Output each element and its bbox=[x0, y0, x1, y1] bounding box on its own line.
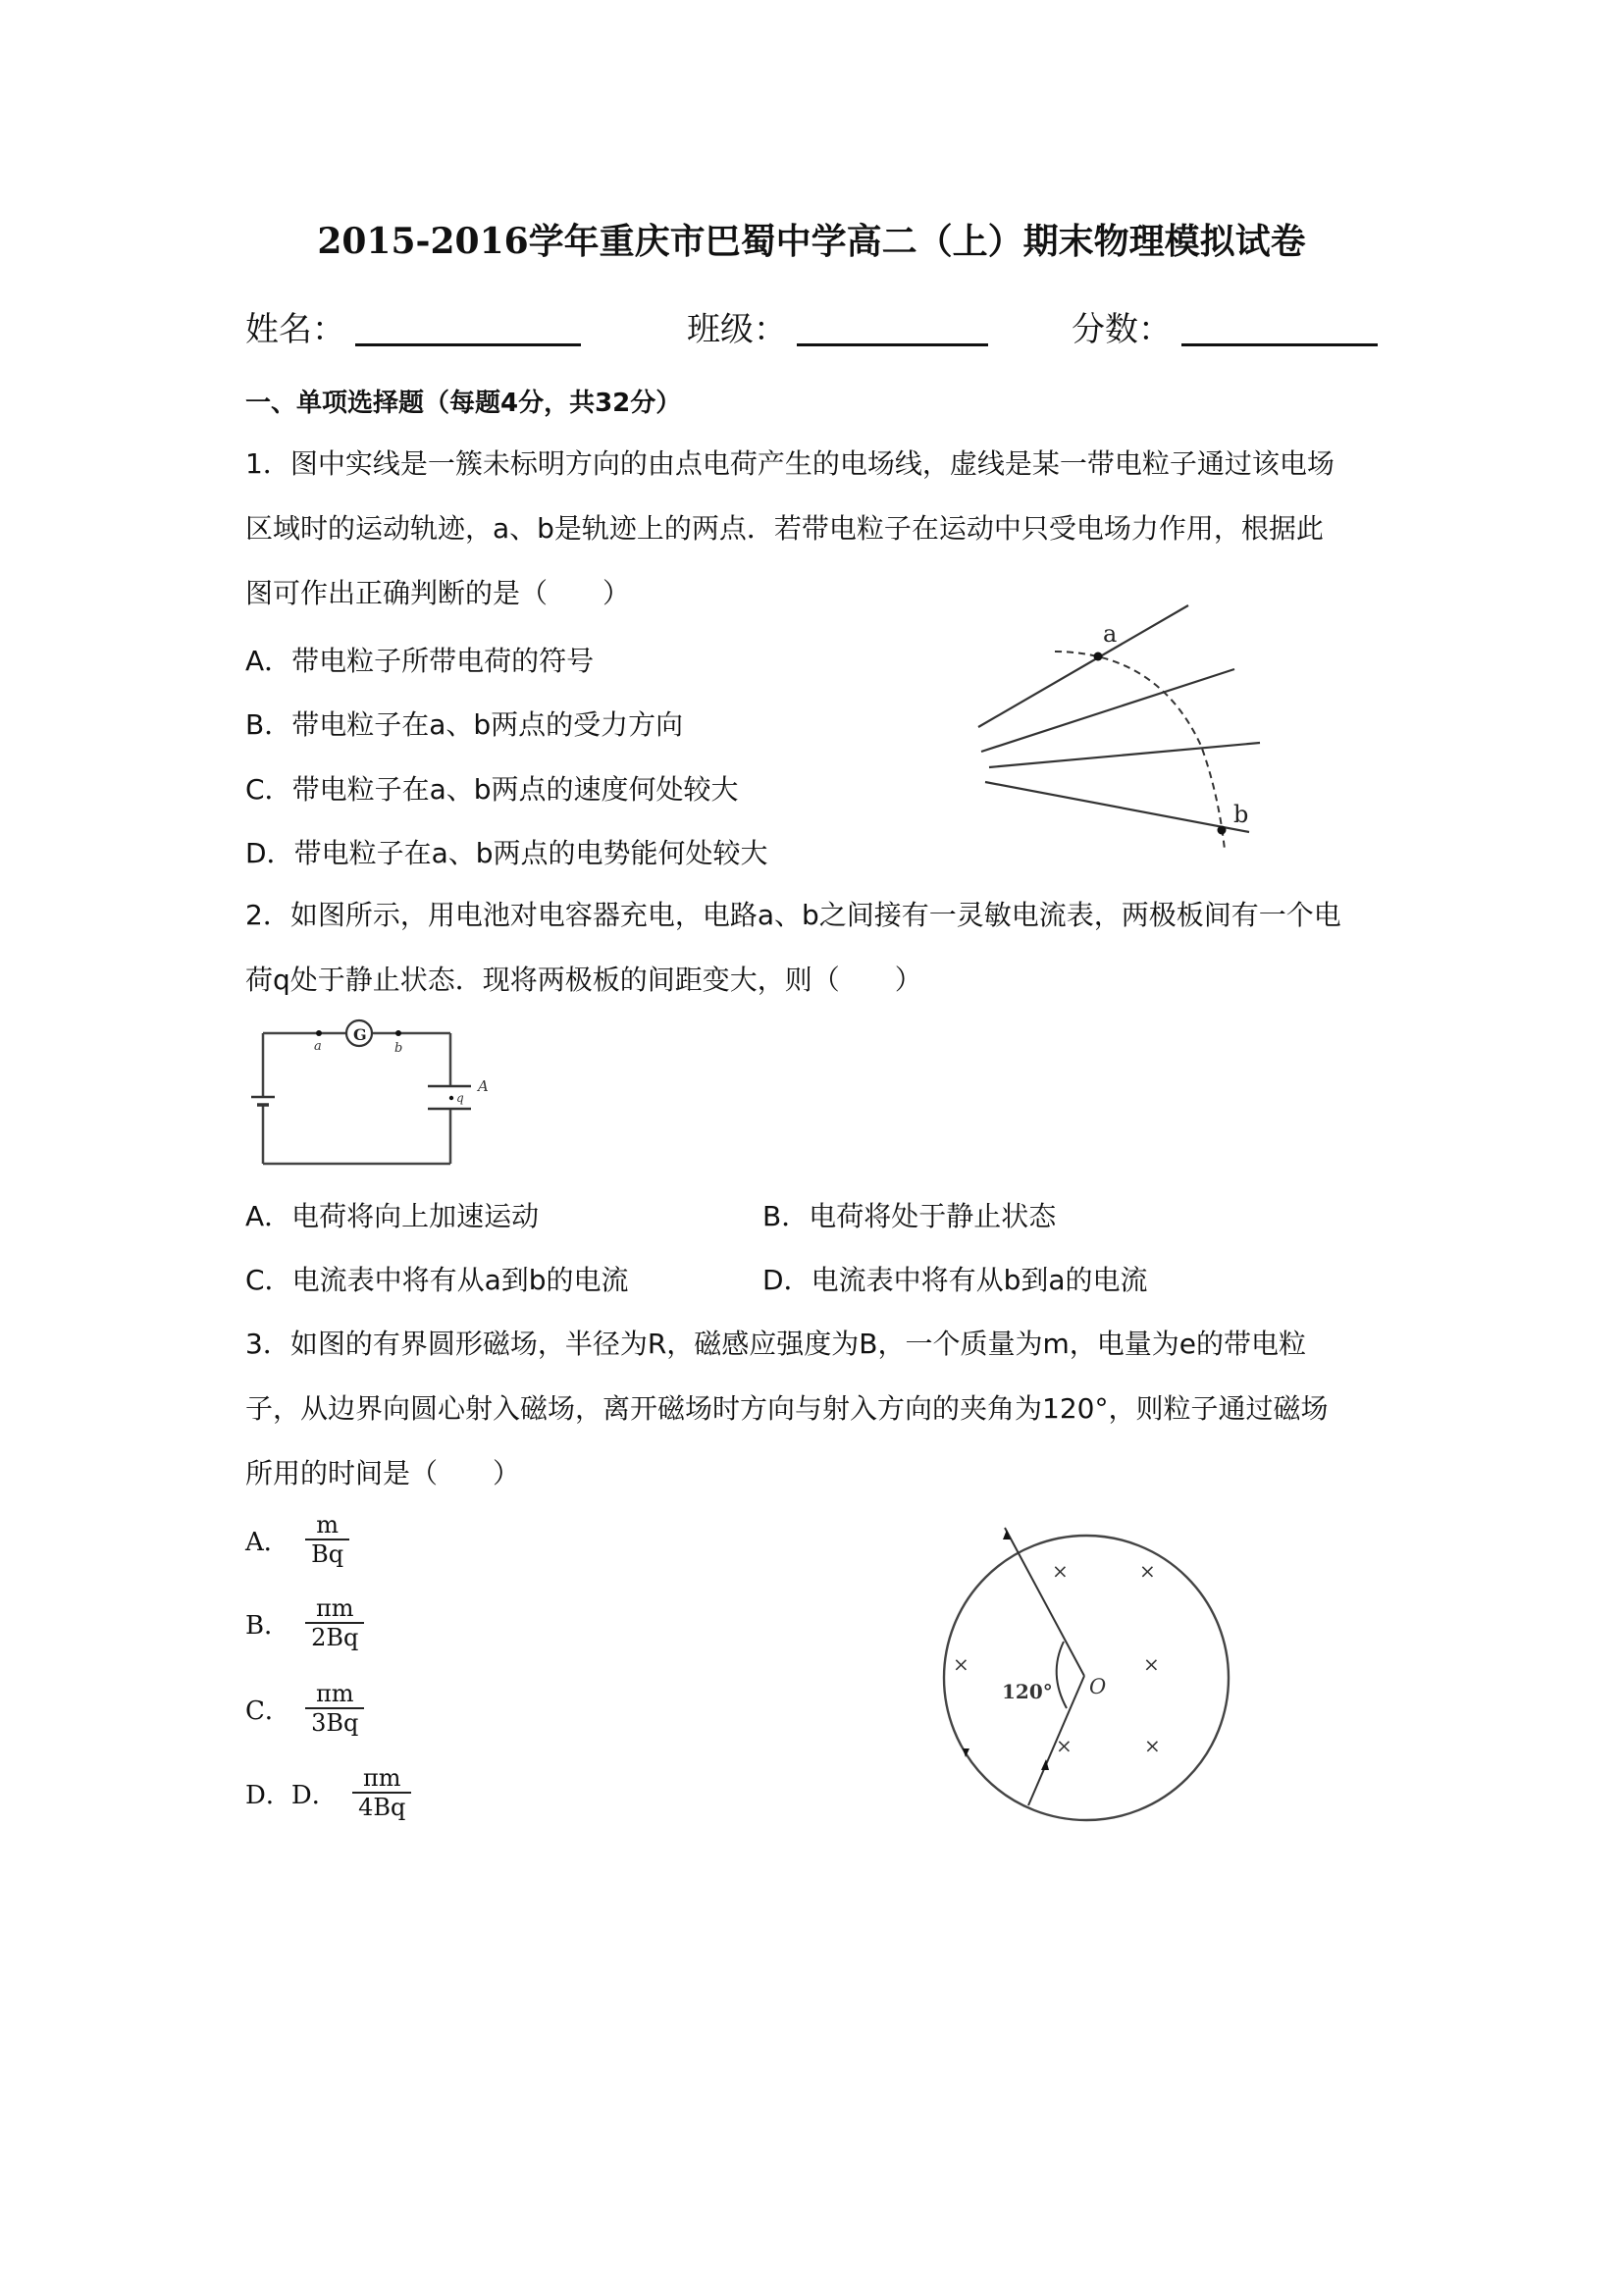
q2-option-a[interactable]: A．电荷将向上加速运动 bbox=[245, 1200, 540, 1232]
point-b-label: b bbox=[1233, 801, 1249, 828]
class-label: 班级： bbox=[687, 310, 787, 349]
question-1-line: 1．图中实线是一簇未标明方向的由点电荷产生的电场线，虚线是某一带电粒子通过该电场 bbox=[245, 447, 1335, 480]
exit-path bbox=[1005, 1528, 1084, 1676]
question-2-line: 2．如图所示，用电池对电容器充电，电路a、b之间接有一灵敏电流表，两极板间有一个电 bbox=[245, 899, 1341, 931]
q3-magnetic-field-figure bbox=[932, 1521, 1256, 1845]
question-2-line: 荷q处于静止状态．现将两极板的间距变大，则（ ） bbox=[245, 964, 922, 996]
name-blank[interactable] bbox=[355, 314, 581, 346]
question-2-stem bbox=[245, 883, 1341, 1013]
q2-option-c[interactable]: C．电流表中将有从a到b的电流 bbox=[245, 1264, 629, 1296]
charge-label: q bbox=[456, 1091, 464, 1105]
question-3-line: 所用的时间是（ ） bbox=[245, 1457, 521, 1489]
point-a-dot bbox=[1094, 652, 1103, 661]
section-heading: 一、单项选择题（每题4分，共32分） bbox=[245, 389, 682, 418]
q1-option-d[interactable]: D．带电粒子在a、b两点的电势能何处较大 bbox=[245, 837, 768, 869]
node-b-label: b bbox=[394, 1041, 403, 1056]
field-cross-icon: × bbox=[1143, 1652, 1160, 1676]
battery-icon bbox=[251, 1097, 275, 1105]
q2-circuit-figure bbox=[236, 1011, 520, 1177]
q3-option-b[interactable]: B． $\frac{\pi m}{2Bq}$ bbox=[245, 1594, 364, 1651]
exam-title: 2015-2016学年重庆市巴蜀中学高二（上）期末物理模拟试卷 bbox=[317, 221, 1306, 262]
q3-option-d[interactable]: D．D． $\frac{\pi m}{4Bq}$ bbox=[245, 1764, 411, 1821]
name-label: 姓名： bbox=[245, 310, 345, 349]
node-a-dot bbox=[316, 1030, 322, 1036]
q1-option-a[interactable]: A．带电粒子所带电荷的符号 bbox=[245, 645, 595, 677]
point-b-dot bbox=[1218, 826, 1227, 835]
fraction: $\frac{\pi m}{3Bq}$ bbox=[305, 1680, 364, 1737]
field-cross-icon: × bbox=[953, 1652, 969, 1676]
node-b-dot bbox=[395, 1030, 401, 1036]
class-blank[interactable] bbox=[797, 314, 988, 346]
class-field[interactable] bbox=[687, 302, 988, 350]
charge-dot bbox=[449, 1096, 453, 1100]
angle-arc bbox=[1057, 1642, 1067, 1708]
q1-option-b[interactable]: B．带电粒子在a、b两点的受力方向 bbox=[245, 708, 684, 741]
field-boundary-circle bbox=[944, 1536, 1229, 1820]
q2-option-d[interactable]: D．电流表中将有从b到a的电流 bbox=[762, 1264, 1148, 1296]
name-field[interactable] bbox=[245, 302, 581, 350]
q3-option-c[interactable]: C． $\frac{\pi m}{3Bq}$ bbox=[245, 1680, 364, 1737]
score-label: 分数： bbox=[1072, 310, 1172, 349]
question-1-line: 区域时的运动轨迹，a、b是轨迹上的两点．若带电粒子在运动中只受电场力作用，根据此 bbox=[245, 512, 1324, 545]
q3-option-a[interactable]: A． $\frac{m}{Bq}$ bbox=[245, 1511, 349, 1568]
field-cross-icon: × bbox=[1056, 1734, 1073, 1757]
question-3-line: 3．如图的有界圆形磁场，半径为R，磁感应强度为B，一个质量为m，电量为e的带电粒 bbox=[245, 1328, 1306, 1360]
field-line bbox=[985, 782, 1249, 832]
question-1-line: 图可作出正确判断的是（ ） bbox=[245, 577, 631, 609]
question-3-line: 子，从边界向圆心射入磁场，离开磁场时方向与射入方向的夹角为120°，则粒子通过磁场 bbox=[245, 1392, 1329, 1425]
fraction: $\frac{m}{Bq}$ bbox=[305, 1511, 349, 1568]
question-3-stem bbox=[245, 1312, 1328, 1506]
node-a-label: a bbox=[314, 1039, 322, 1054]
field-line bbox=[978, 605, 1188, 727]
fraction: $\frac{\pi m}{2Bq}$ bbox=[305, 1594, 364, 1651]
q1-field-line-figure bbox=[962, 599, 1276, 863]
field-cross-icon: × bbox=[1144, 1734, 1161, 1757]
q2-option-b[interactable]: B．电荷将处于静止状态 bbox=[762, 1200, 1057, 1232]
plate-label: A bbox=[478, 1077, 489, 1095]
fraction: $\frac{\pi m}{4Bq}$ bbox=[352, 1764, 411, 1821]
field-cross-icon: × bbox=[1052, 1559, 1069, 1583]
score-blank[interactable] bbox=[1181, 314, 1378, 346]
field-cross-icon: × bbox=[1139, 1559, 1156, 1583]
field-line bbox=[981, 669, 1234, 752]
question-1-stem bbox=[245, 432, 1335, 626]
q1-option-c[interactable]: C．带电粒子在a、b两点的速度何处较大 bbox=[245, 773, 739, 806]
point-a-label: a bbox=[1103, 620, 1118, 648]
galvanometer-label: G bbox=[353, 1025, 367, 1044]
center-label: O bbox=[1089, 1675, 1107, 1698]
angle-label: 120° bbox=[1002, 1680, 1053, 1703]
score-field[interactable] bbox=[1072, 302, 1378, 350]
field-line bbox=[989, 743, 1260, 767]
